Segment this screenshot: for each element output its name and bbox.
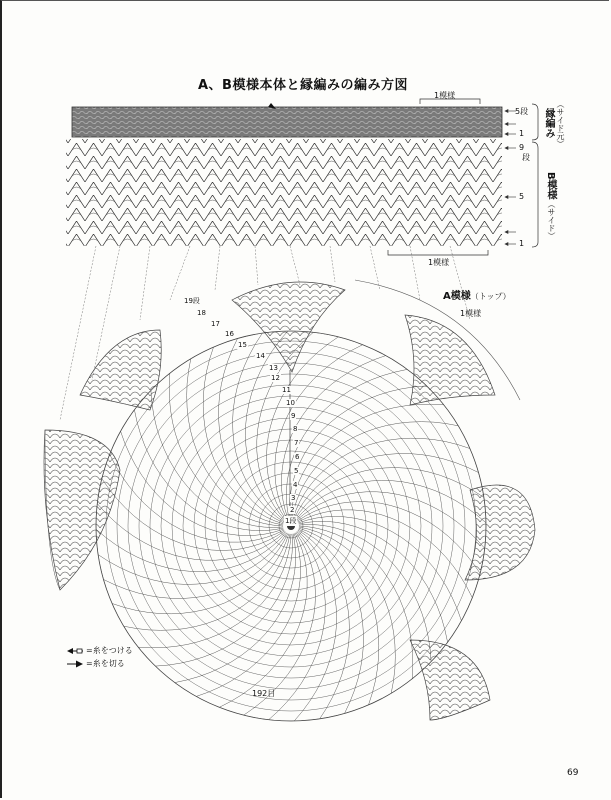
row-number: 12 bbox=[271, 374, 280, 382]
swirl-spoke bbox=[299, 528, 379, 705]
row-number: 15 bbox=[238, 341, 247, 349]
petal-top bbox=[232, 282, 345, 372]
petal-left bbox=[44, 430, 120, 590]
petal-lower-right bbox=[410, 640, 490, 720]
top-pattern-sub: （トップ） bbox=[470, 292, 511, 301]
attach-yarn-icon bbox=[66, 647, 84, 655]
swirl-spoke bbox=[293, 438, 470, 518]
row-number: 19段 bbox=[184, 297, 200, 305]
row-number: 7 bbox=[294, 439, 299, 447]
legend-cut-text: =糸を切る bbox=[86, 659, 125, 668]
side-row-1-label: 1 bbox=[519, 239, 525, 248]
swirl-spoke bbox=[298, 530, 350, 719]
edge-sub-label: （サイド元） bbox=[556, 100, 565, 148]
diagram-title: A、B模様本体と縁編みの編み方図 bbox=[198, 78, 408, 93]
swirl-spoke bbox=[96, 529, 286, 571]
row-number: 10 bbox=[286, 399, 295, 407]
row-number: 6 bbox=[295, 453, 300, 461]
petal-upper-right bbox=[405, 315, 495, 405]
petal-upper-left bbox=[80, 330, 161, 410]
row-number: 16 bbox=[225, 330, 234, 338]
side-pattern-label: B模様 bbox=[545, 172, 556, 200]
side-mesh bbox=[66, 139, 502, 246]
edge-row-1-label: 1 bbox=[519, 129, 525, 138]
row-number: 2 bbox=[290, 506, 295, 514]
edge-rows-label: 5段 bbox=[515, 107, 529, 116]
side-sub-label: （サイド） bbox=[547, 200, 556, 240]
swirl-spoke bbox=[297, 492, 485, 549]
legend-cut bbox=[66, 658, 125, 669]
edge-band bbox=[72, 107, 502, 137]
legend-attach bbox=[66, 645, 133, 656]
swirl-spoke bbox=[269, 532, 326, 720]
swirl-spoke bbox=[296, 480, 486, 522]
cut-yarn-icon bbox=[66, 660, 84, 668]
band-bottom-repeat-label: 1模様 bbox=[428, 258, 450, 267]
swirl-spoke bbox=[295, 468, 484, 519]
row-number: 11 bbox=[282, 386, 291, 394]
edge-label: 縁編み bbox=[543, 108, 554, 138]
row-number: 18 bbox=[197, 309, 206, 317]
swirl-spoke bbox=[245, 331, 287, 521]
top-repeat-label: 1模様 bbox=[460, 309, 482, 318]
top-pattern-label bbox=[443, 287, 511, 302]
swirl-spoke bbox=[112, 534, 289, 614]
row-number: 17 bbox=[211, 320, 220, 328]
row-number: 4 bbox=[293, 481, 298, 489]
stitch-count-label: 192目 bbox=[252, 689, 276, 698]
side-row-5-label: 5 bbox=[519, 192, 525, 201]
row-number: 13 bbox=[269, 364, 278, 372]
swirl-spoke bbox=[294, 531, 336, 721]
row-number: 8 bbox=[293, 425, 298, 433]
side-row-unit-label: 段 bbox=[522, 153, 530, 162]
row-number: 3 bbox=[291, 494, 296, 502]
legend-attach-text: =糸をつける bbox=[86, 646, 133, 655]
swirl-spoke bbox=[233, 333, 285, 522]
swirl-spoke bbox=[97, 504, 285, 561]
page-number: 69 bbox=[567, 768, 579, 778]
row-number: 14 bbox=[256, 352, 265, 360]
row-number: 9 bbox=[291, 412, 296, 420]
band-repeat-label: 1模様 bbox=[434, 91, 456, 100]
row-number: 5 bbox=[294, 467, 299, 475]
row-number: 1段 bbox=[285, 517, 297, 525]
side-row-9-label: 9 bbox=[519, 143, 525, 152]
top-pattern-name: A模様 bbox=[443, 291, 471, 302]
petal-right bbox=[465, 485, 535, 580]
swirl-spoke bbox=[98, 533, 287, 585]
